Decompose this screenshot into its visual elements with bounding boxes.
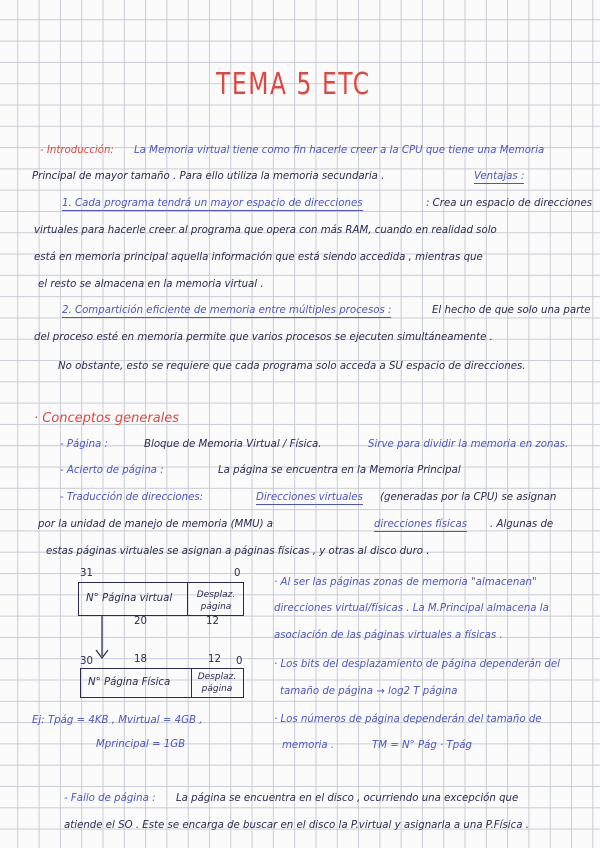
fallo-text: La página se encuentra en el disco , ocurriendo una excepción que (176, 793, 519, 804)
translation-arrow (90, 614, 120, 664)
ventaja-2-title: 2. Compartición eficiente de memoria entre múltiples procesos : (62, 306, 391, 318)
ventajas-label: Ventajas : (474, 172, 524, 184)
diagram-top-right-bit: 0 (234, 568, 241, 579)
page-title: TEMA 5 ETC (216, 67, 371, 102)
virtual-desplaz-label: Desplaz. página (196, 590, 236, 612)
acierto-text: La página se encuentra en la Memoria Principal (218, 465, 461, 476)
pagina-text-b: Sirve para dividir la memoria en zonas. (368, 439, 569, 450)
example-line-1: Ej: Tpág = 4KB , Mvirtual = 4GB , (32, 715, 203, 726)
note-3-line-1: · Los números de página dependerán del tamaño de (274, 714, 542, 725)
ventaja-2-line-2: del proceso esté en memoria permite que varios procesos se ejecuten simultáneamente . (34, 332, 493, 343)
note-1-line-1: · Al ser las páginas zonas de memoria "almacenan" (274, 577, 537, 588)
traduccion-line-2a: por la unidad de manejo de memoria (MMU) a (38, 519, 274, 530)
virtual-address-divider (187, 583, 188, 615)
ventaja-1-rest: : Crea un espacio de direcciones (426, 198, 593, 209)
fallo-line-2: atiende el SO . Este se encarga de buscar en el disco la P.virtual y asignarla a una P.Física . (64, 820, 529, 831)
virtual-page-label: N° Página virtual (86, 593, 173, 604)
note-3-line-2: memoria . (282, 740, 335, 751)
ventaja-1-line-3: está en memoria principal aquella información que está siendo accedida , mientras que (34, 252, 483, 263)
diagram-bottom-right-bits: 12 (208, 654, 221, 665)
traduccion-text-b: (generadas por la CPU) se asignan (380, 492, 557, 503)
diagram-bottom-zero: 0 (236, 656, 243, 667)
note-1-line-3: asociación de las páginas virtuales a físicas . (274, 630, 503, 641)
pagina-text-a: Bloque de Memoria Virtual / Física. (144, 439, 322, 450)
traduccion-line-2c: . Algunas de (490, 519, 554, 530)
diagram-bottom-left-bit: 30 (80, 656, 93, 667)
desplaz-bits: 12 (206, 616, 219, 627)
diagram-top-left-bit: 31 (80, 568, 93, 579)
traduccion-label: - Traducción de direcciones: (60, 492, 204, 503)
traduccion-line-2b: direcciones físicas (374, 520, 467, 532)
intro-label: - Introducción: (40, 145, 114, 156)
note-1-line-2: direcciones virtual/físicas . La M.Principal almacena la (274, 603, 549, 614)
conceptos-heading: · Conceptos generales (34, 411, 180, 426)
pagina-label: - Página : (60, 439, 108, 450)
physical-page-label: N° Página Física (88, 677, 171, 688)
ventaja-1-title: 1. Cada programa tendrá un mayor espacio de direcciones (62, 199, 363, 211)
note-3-formula: TM = N° Pág · Tpág (372, 740, 472, 751)
fallo-label: - Fallo de página : (64, 793, 156, 804)
acierto-label: - Acierto de página : (60, 465, 164, 476)
ventaja-2-line-3: No obstante, esto se requiere que cada programa solo acceda a SU espacio de direcciones. (58, 361, 526, 372)
physical-desplaz-label: Desplaz. página (197, 672, 237, 694)
note-2-line-2: tamaño de página → log2 T página (280, 686, 458, 697)
example-line-2: Mprincipal = 1GB (96, 739, 186, 750)
intro-line-1: La Memoria virtual tiene como fin hacerle creer a la CPU que tiene una Memoria (134, 145, 545, 156)
note-2-line-1: · Los bits del desplazamiento de página dependerán del (274, 659, 560, 670)
intro-line-2: Principal de mayor tamaño . Para ello utiliza la memoria secundaria . (32, 171, 385, 182)
diagram-bottom-mid-bits: 18 (134, 654, 147, 665)
ventaja-2-rest: El hecho de que solo una parte (432, 305, 591, 316)
traduccion-text-a: Direcciones virtuales (256, 493, 363, 505)
ventaja-1-line-4: el resto se almacena en la memoria virtual . (38, 279, 264, 290)
traduccion-line-3: estas páginas virtuales se asignan a páginas físicas , y otras al disco duro . (46, 546, 430, 557)
ventaja-1-line-2: virtuales para hacerle creer al programa que opera con más RAM, cuando en realidad solo (34, 225, 497, 236)
virtual-bits: 20 (134, 616, 147, 627)
